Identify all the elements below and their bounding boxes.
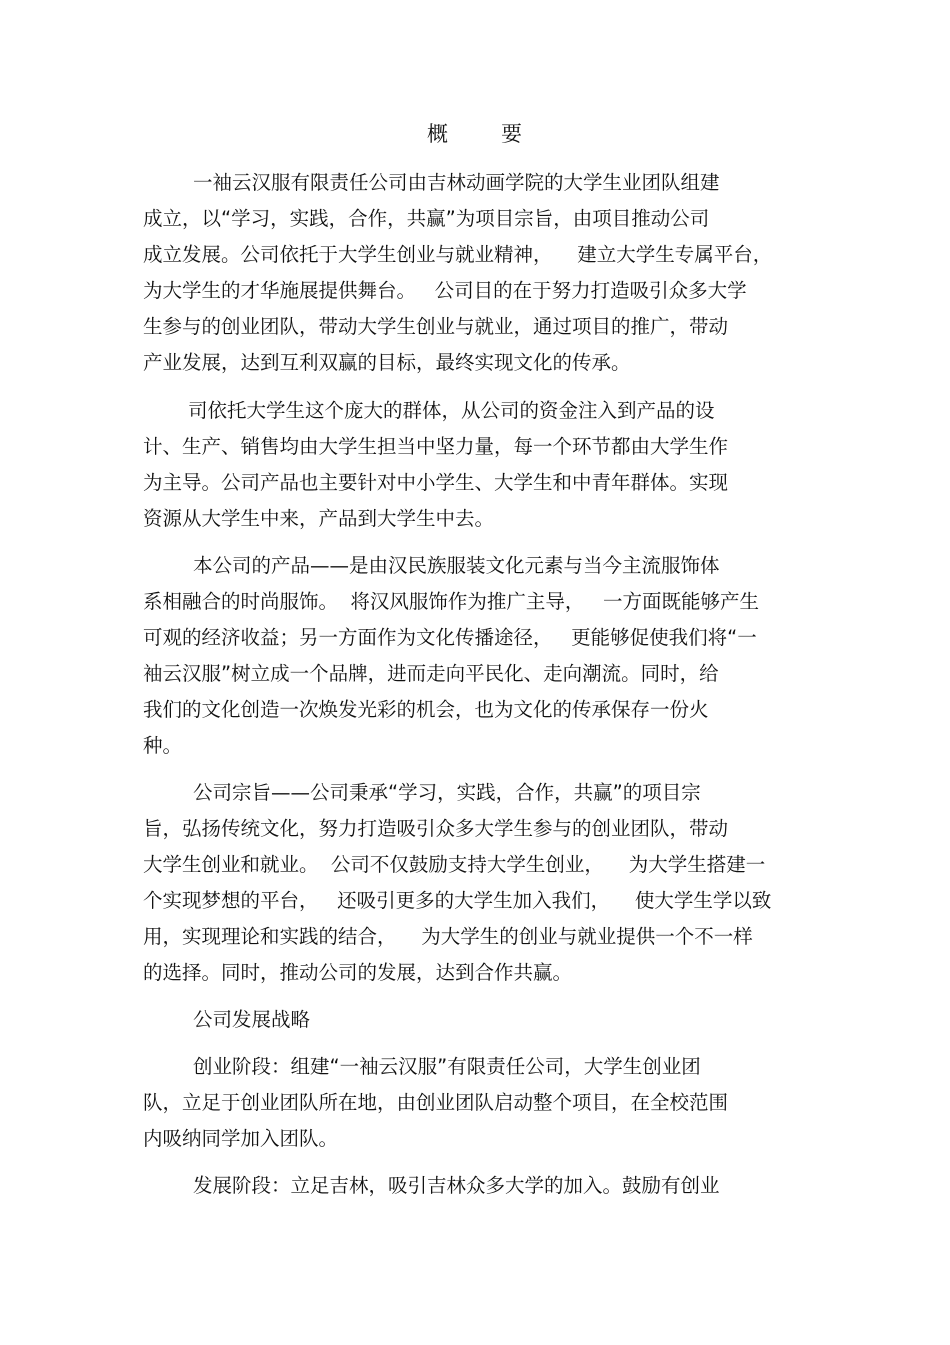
paragraph-line: 队，立足于创业团队所在地，由创业团队启动整个项目，在全校范围 — [143, 1091, 729, 1114]
paragraph-line: 创业阶段：组建“一袖云汉服”有限责任公司，大学生创业团 — [193, 1055, 701, 1078]
paragraph-line: 本公司的产品——是由汉民族服装文化元素与当今主流服饰体 — [193, 554, 720, 577]
section-heading: 公司发展战略 — [193, 1008, 311, 1031]
paragraph-line: 生参与的创业团队，带动大学生创业与就业，通过项目的推广，带动 — [143, 315, 729, 338]
paragraph-line: 司依托大学生这个庞大的群体，从公司的资金注入到产品的设 — [188, 399, 715, 422]
paragraph-line: 成立发展。公司依托于大学生创业与就业精神， 建立大学生专属平台， — [143, 243, 773, 266]
paragraph-line: 内吸纳同学加入团队。 — [143, 1127, 339, 1150]
paragraph-line: 产业发展，达到互利双赢的目标，最终实现文化的传承。 — [143, 351, 631, 374]
paragraph-line: 计、生产、销售均由大学生担当中坚力量，每一个环节都由大学生作 — [143, 435, 729, 458]
title-char-1: 概 — [427, 122, 449, 146]
paragraph-line: 为大学生的才华施展提供舞台。 公司目的在于努力打造吸引众多大学 — [143, 279, 747, 302]
paragraph-line: 个实现梦想的平台， 还吸引更多的大学生加入我们， 使大学生学以致 — [143, 889, 772, 912]
paragraph-line: 的选择。同时，推动公司的发展，达到合作共赢。 — [143, 961, 573, 984]
paragraph-line: 发展阶段：立足吉林，吸引吉林众多大学的加入。鼓励有创业 — [193, 1174, 720, 1197]
paragraph-line: 用，实现理论和实践的结合， 为大学生的创业与就业提供一个不一样 — [143, 925, 753, 948]
paragraph-line: 为主导。公司产品也主要针对中小学生、大学生和中青年群体。实现 — [143, 471, 729, 494]
paragraph-line: 成立，以“学习，实践，合作，共赢”为项目宗旨，由项目推动公司 — [143, 207, 710, 230]
paragraph-line: 公司宗旨——公司秉承“学习，实践，合作，共赢”的项目宗 — [193, 781, 701, 804]
paragraph-line: 旨，弘扬传统文化，努力打造吸引众多大学生参与的创业团队，带动 — [143, 817, 729, 840]
paragraph-line: 种。 — [143, 734, 183, 757]
paragraph-line: 袖云汉服”树立成一个品牌，进而走向平民化、走向潮流。同时，给 — [143, 662, 719, 685]
page-title — [0, 118, 950, 148]
paragraph-line: 系相融合的时尚服饰。 将汉风服饰作为推广主导， 一方面既能够产生 — [143, 590, 759, 613]
paragraph-line: 大学生创业和就业。 公司不仅鼓励支持大学生创业， 为大学生搭建一 — [143, 853, 766, 876]
paragraph-line: 我们的文化创造一次焕发光彩的机会，也为文化的传承保存一份火 — [143, 698, 709, 721]
title-char-2: 要 — [501, 122, 523, 146]
paragraph-line: 一袖云汉服有限责任公司由吉林动画学院的大学生业团队组建 — [193, 171, 720, 194]
paragraph-line: 可观的经济收益；另一方面作为文化传播途径， 更能够促使我们将“一 — [143, 626, 757, 649]
paragraph-line: 资源从大学生中来，产品到大学生中去。 — [143, 507, 495, 530]
